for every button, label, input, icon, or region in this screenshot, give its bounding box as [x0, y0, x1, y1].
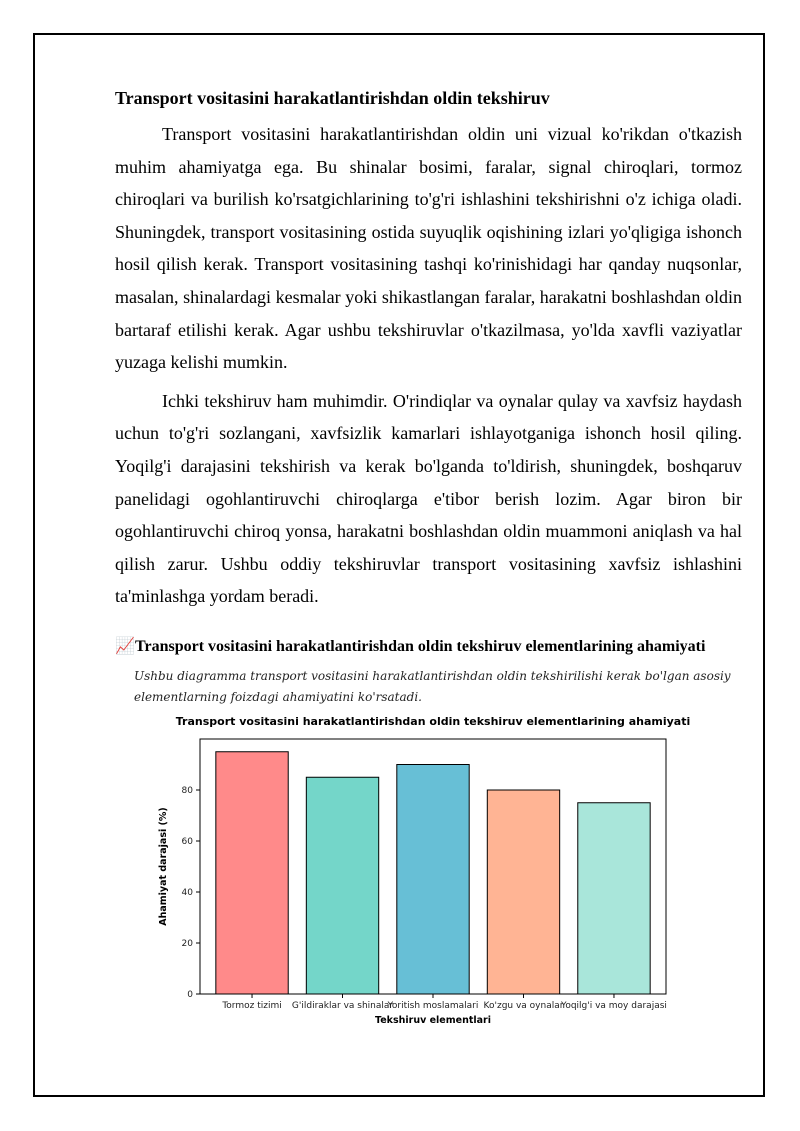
figure-title	[115, 636, 755, 658]
x-tick-label: Yoqilg'i va moy darajasi	[561, 1001, 667, 1011]
y-tick-label: 40	[181, 888, 193, 898]
figure-caption: Ushbu diagramma transport vositasini harakatlantirishdan oldin tekshirilishi kerak bo'lgan asosiy elementlarning foizdagi ahamiyatini ko'rsatadi.	[134, 669, 731, 704]
chart-y-ticks	[182, 786, 200, 1000]
bar-chart-svg	[150, 708, 690, 1028]
chart-title: Transport vositasini harakatlantirishdan oldin tekshiruv elementlarining ahamiyati	[175, 715, 690, 728]
y-tick-label: 60	[181, 837, 193, 847]
x-tick-label: Tormoz tizimi	[222, 1001, 282, 1011]
bar-chart	[150, 708, 690, 1028]
document-body	[115, 86, 742, 619]
y-tick-label: 20	[181, 939, 193, 949]
bar-1	[306, 777, 378, 994]
paragraph-2: Ichki tekshiruv ham muhimdir. O'rindiqlar va oynalar qulay va xavfsiz haydash uchun to'g'ri sozlangani, xavfsizlik kamarlari ishlayotganiga ishonch hosil qiling. Yoqilg'i darajasini tekshirish va kerak bo'lganda to'ldirish, shuningdek, boshqaruv panelidagi ogohlantiruvchi chiroqlarga e'tibor berish lozim. Agar biron bir ogohlantiruvchi chiroq yonsa, harakatni boshlashdan oldin muammoni aniqlash va hal qilish zarur. Ushbu oddiy tekshiruvlar transport vositasining xavfsiz ishlashini ta'minlashga yordam beradi.	[115, 390, 742, 607]
x-tick-label: Yoritish moslamalari	[387, 1001, 479, 1011]
bar-3	[487, 790, 559, 994]
chart-y-axis-label: Ahamiyat darajasi (%)	[158, 807, 169, 926]
chart-bars	[216, 752, 650, 994]
bar-2	[397, 765, 469, 995]
x-tick-label: Ko'zgu va oynalar	[483, 1001, 564, 1011]
bar-0	[216, 752, 288, 994]
figure-title-text: Transport vositasini harakatlantirishdan oldin tekshiruv elementlarining ahamiyati	[135, 638, 706, 655]
chart-x-axis-label: Tekshiruv elementlari	[375, 1015, 491, 1026]
y-tick-label: 80	[181, 786, 193, 796]
section-heading: Transport vositasini harakatlantirishdan oldin tekshiruv	[115, 88, 550, 108]
x-tick-label: G'ildiraklar va shinalar	[291, 1001, 394, 1011]
chart-x-ticks	[221, 994, 667, 1011]
paragraph-1: Transport vositasini harakatlantirishdan oldin uni vizual ko'rikdan o'tkazish muhim ahamiyatga ega. Bu shinalar bosimi, faralar, signal chiroqlari, tormoz chiroqlari va burilish ko'rsatgichlarining to'g'ri ishlashini tekshirishni o'z ichiga oladi. Shuningdek, transport vositasining ostida suyuqlik oqishining izlari yo'qligiga ishonch hosil qilish kerak. Transport vositasining tashqi ko'rinishidagi har qanday nuqsonlar, masalan, shinalardagi kesmalar yoki shikastlangan faralar, harakatni boshlashdan oldin bartaraf etilishi kerak. Agar ushbu tekshiruvlar o'tkazilmasa, yo'lda xavfli vaziyatlar yuzaga kelishi mumkin.	[115, 124, 742, 373]
chart-icon: 📈	[115, 638, 135, 655]
bar-4	[578, 803, 650, 994]
y-tick-label: 0	[187, 990, 193, 1000]
